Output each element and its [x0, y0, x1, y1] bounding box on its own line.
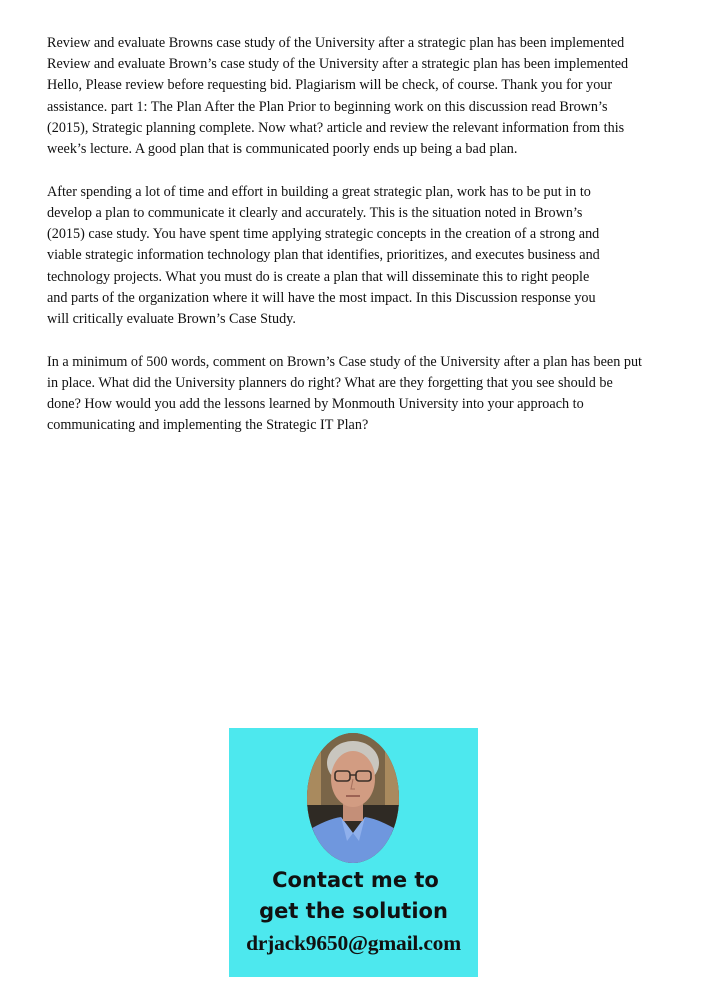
text-line: (2015) case study. You have spent time applying strategic concepts in the creation of a strong and: [47, 226, 600, 243]
ad-headline-line2: get the solution: [259, 899, 448, 923]
paragraph-context: [47, 182, 667, 330]
text-line: Review and evaluate Brown’s case study of the University after a strategic plan has been implemented: [47, 56, 629, 73]
paragraph-intro: [47, 33, 667, 160]
text-line: will critically evaluate Brown’s Case Study.: [47, 310, 296, 327]
text-line: communicating and implementing the Strategic IT Plan?: [47, 417, 369, 434]
text-line: week’s lecture. A good plan that is communicated poorly ends up being a bad plan.: [47, 141, 518, 158]
text-line: In a minimum of 500 words, comment on Brown’s Case study of the University after a plan has been put: [47, 353, 642, 370]
portrait-photo: [307, 733, 399, 863]
contact-advertisement[interactable]: [229, 728, 478, 977]
text-line: Review and evaluate Browns case study of the University after a strategic plan has been implemented: [47, 35, 625, 51]
text-line: develop a plan to communicate it clearly and accurately. This is the situation noted in Brown’s: [47, 204, 583, 221]
text-line: assistance. part 1: The Plan After the Plan Prior to beginning work on this discussion read Brown’s: [47, 98, 608, 115]
ad-headline-line1: Contact me to: [272, 868, 439, 892]
document-body: [47, 33, 667, 458]
text-line: in place. What did the University planners do right? What are they forgetting that you see should be: [47, 374, 613, 391]
paragraph-assignment: [47, 352, 667, 437]
text-line: After spending a lot of time and effort in building a great strategic plan, work has to be put in to: [47, 183, 591, 200]
text-line: (2015), Strategic planning complete. Now what? article and review the relevant information from this: [47, 119, 625, 136]
contact-email[interactable]: drjack9650@gmail.com: [246, 931, 461, 955]
text-line: done? How would you add the lessons learned by Monmouth University into your approach to: [47, 396, 584, 413]
text-line: Hello, Please review before requesting bid. Plagiarism will be check, of course. Thank you for your: [47, 77, 613, 94]
text-line: technology projects. What you must do is create a plan that will disseminate this to right people: [47, 268, 590, 285]
text-line: and parts of the organization where it will have the most impact. In this Discussion response you: [47, 289, 596, 306]
text-line: viable strategic information technology plan that identifies, prioritizes, and executes business and: [47, 247, 600, 264]
